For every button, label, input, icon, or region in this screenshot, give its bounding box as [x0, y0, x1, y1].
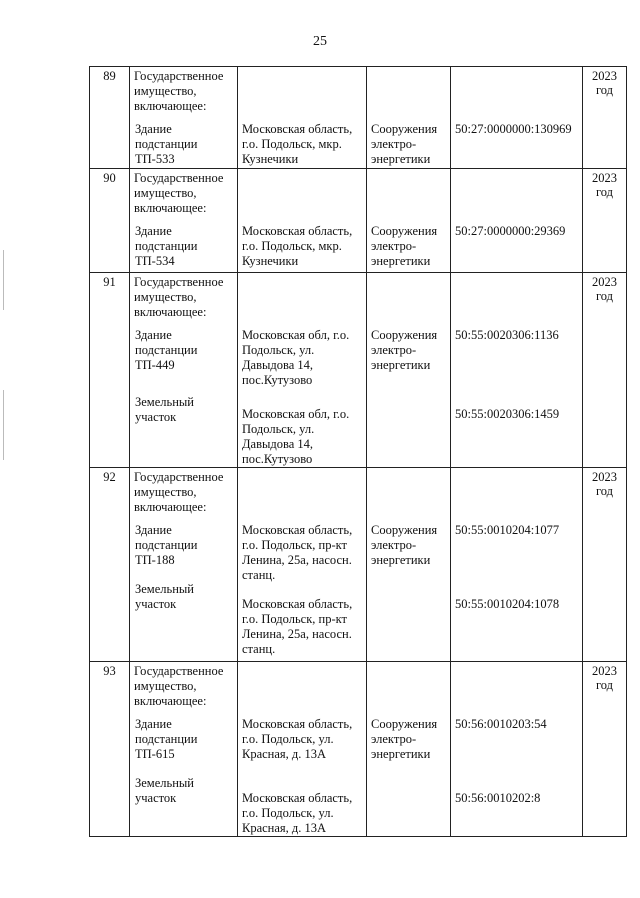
object-type [367, 405, 450, 407]
entry-number: 91 [90, 273, 130, 468]
entry-category: Государственное имущество, включающее: [134, 664, 224, 708]
object-type: Сооружения электро-энергетики [371, 328, 438, 372]
object-name: Здание подстанции ТП-533 [135, 122, 198, 166]
object-name: Здание подстанции ТП-615 [135, 717, 198, 761]
cadastral-number: 50:55:0020306:1136 [455, 328, 559, 342]
entry-number: 89 [90, 67, 130, 169]
name-cell [130, 662, 238, 837]
object-address: Московская обл, г.о. Подольск, ул. Давыдова 14, пос.Кутузово [242, 407, 350, 466]
cadastral-number-cell [451, 468, 583, 662]
cadastral-number-cell [451, 662, 583, 837]
object-name: Земельный участок [135, 776, 194, 805]
cadastral-number: 50:27:0000000:130969 [455, 122, 572, 136]
object-type-cell [367, 662, 451, 837]
entry-number: 90 [90, 169, 130, 273]
object-address: Московская область, г.о. Подольск, пр-кт Ленина, 25а, насосн. станц. [242, 597, 353, 656]
registry-row [90, 273, 627, 468]
cadastral-number-cell [451, 169, 583, 273]
object-address-cell [238, 468, 367, 662]
object-address-cell [238, 169, 367, 273]
entry-category: Государственное имущество, включающее: [134, 69, 224, 113]
scan-edge-mark [3, 250, 4, 310]
object-type: Сооружения электро-энергетики [371, 717, 438, 761]
registry-row [90, 468, 627, 662]
entry-year: 2023 год [583, 67, 627, 169]
cadastral-number: 50:27:0000000:29369 [455, 224, 566, 238]
name-cell [130, 169, 238, 273]
entry-category: Государственное имущество, включающее: [134, 470, 224, 514]
object-type-cell [367, 273, 451, 468]
object-address: Московская область, г.о. Подольск, ул. Красная, д. 13А [242, 717, 353, 761]
entry-year: 2023 год [583, 468, 627, 662]
entry-category: Государственное имущество, включающее: [134, 275, 224, 319]
object-name: Здание подстанции ТП-534 [135, 224, 198, 268]
cadastral-number-cell [451, 273, 583, 468]
object-address: Московская область, г.о. Подольск, мкр. Кузнечики [242, 224, 353, 268]
entry-year: 2023 год [583, 273, 627, 468]
name-cell [130, 273, 238, 468]
object-address: Московская область, г.о. Подольск, ул. Красная, д. 13А [242, 791, 353, 835]
object-name: Здание подстанции ТП-449 [135, 328, 198, 372]
registry-row [90, 662, 627, 837]
object-type [367, 595, 450, 597]
entry-number: 93 [90, 662, 130, 837]
entry-category: Государственное имущество, включающее: [134, 171, 224, 215]
property-registry-table [89, 66, 627, 837]
cadastral-number: 50:56:0010202:8 [455, 791, 541, 805]
object-type: Сооружения электро-энергетики [371, 523, 438, 567]
entry-year: 2023 год [583, 169, 627, 273]
registry-body [90, 67, 627, 837]
entry-year: 2023 год [583, 662, 627, 837]
object-type-cell [367, 169, 451, 273]
object-address-cell [238, 662, 367, 837]
object-address: Московская область, г.о. Подольск, мкр. Кузнечики [242, 122, 353, 166]
object-address: Московская обл, г.о. Подольск, ул. Давыдова 14, пос.Кутузово [242, 328, 350, 387]
object-address-cell [238, 273, 367, 468]
registry-row [90, 169, 627, 273]
object-name: Здание подстанции ТП-188 [135, 523, 198, 567]
object-type-cell [367, 468, 451, 662]
object-name: Земельный участок [135, 582, 194, 611]
page-number: 25 [313, 34, 327, 49]
object-address: Московская область, г.о. Подольск, пр-кт Ленина, 25а, насосн. станц. [242, 523, 353, 582]
object-address-cell [238, 67, 367, 169]
name-cell [130, 468, 238, 662]
cadastral-number-cell [451, 67, 583, 169]
cadastral-number: 50:55:0020306:1459 [455, 407, 560, 421]
object-type [367, 789, 450, 791]
object-type: Сооружения электро-энергетики [371, 122, 438, 166]
cadastral-number: 50:55:0010204:1077 [455, 523, 560, 537]
scan-edge-mark [3, 390, 4, 460]
entry-number: 92 [90, 468, 130, 662]
cadastral-number: 50:55:0010204:1078 [455, 597, 560, 611]
registry-row [90, 67, 627, 169]
object-type: Сооружения электро-энергетики [371, 224, 438, 268]
cadastral-number: 50:56:0010203:54 [455, 717, 547, 731]
name-cell [130, 67, 238, 169]
object-type-cell [367, 67, 451, 169]
object-name: Земельный участок [135, 395, 194, 424]
